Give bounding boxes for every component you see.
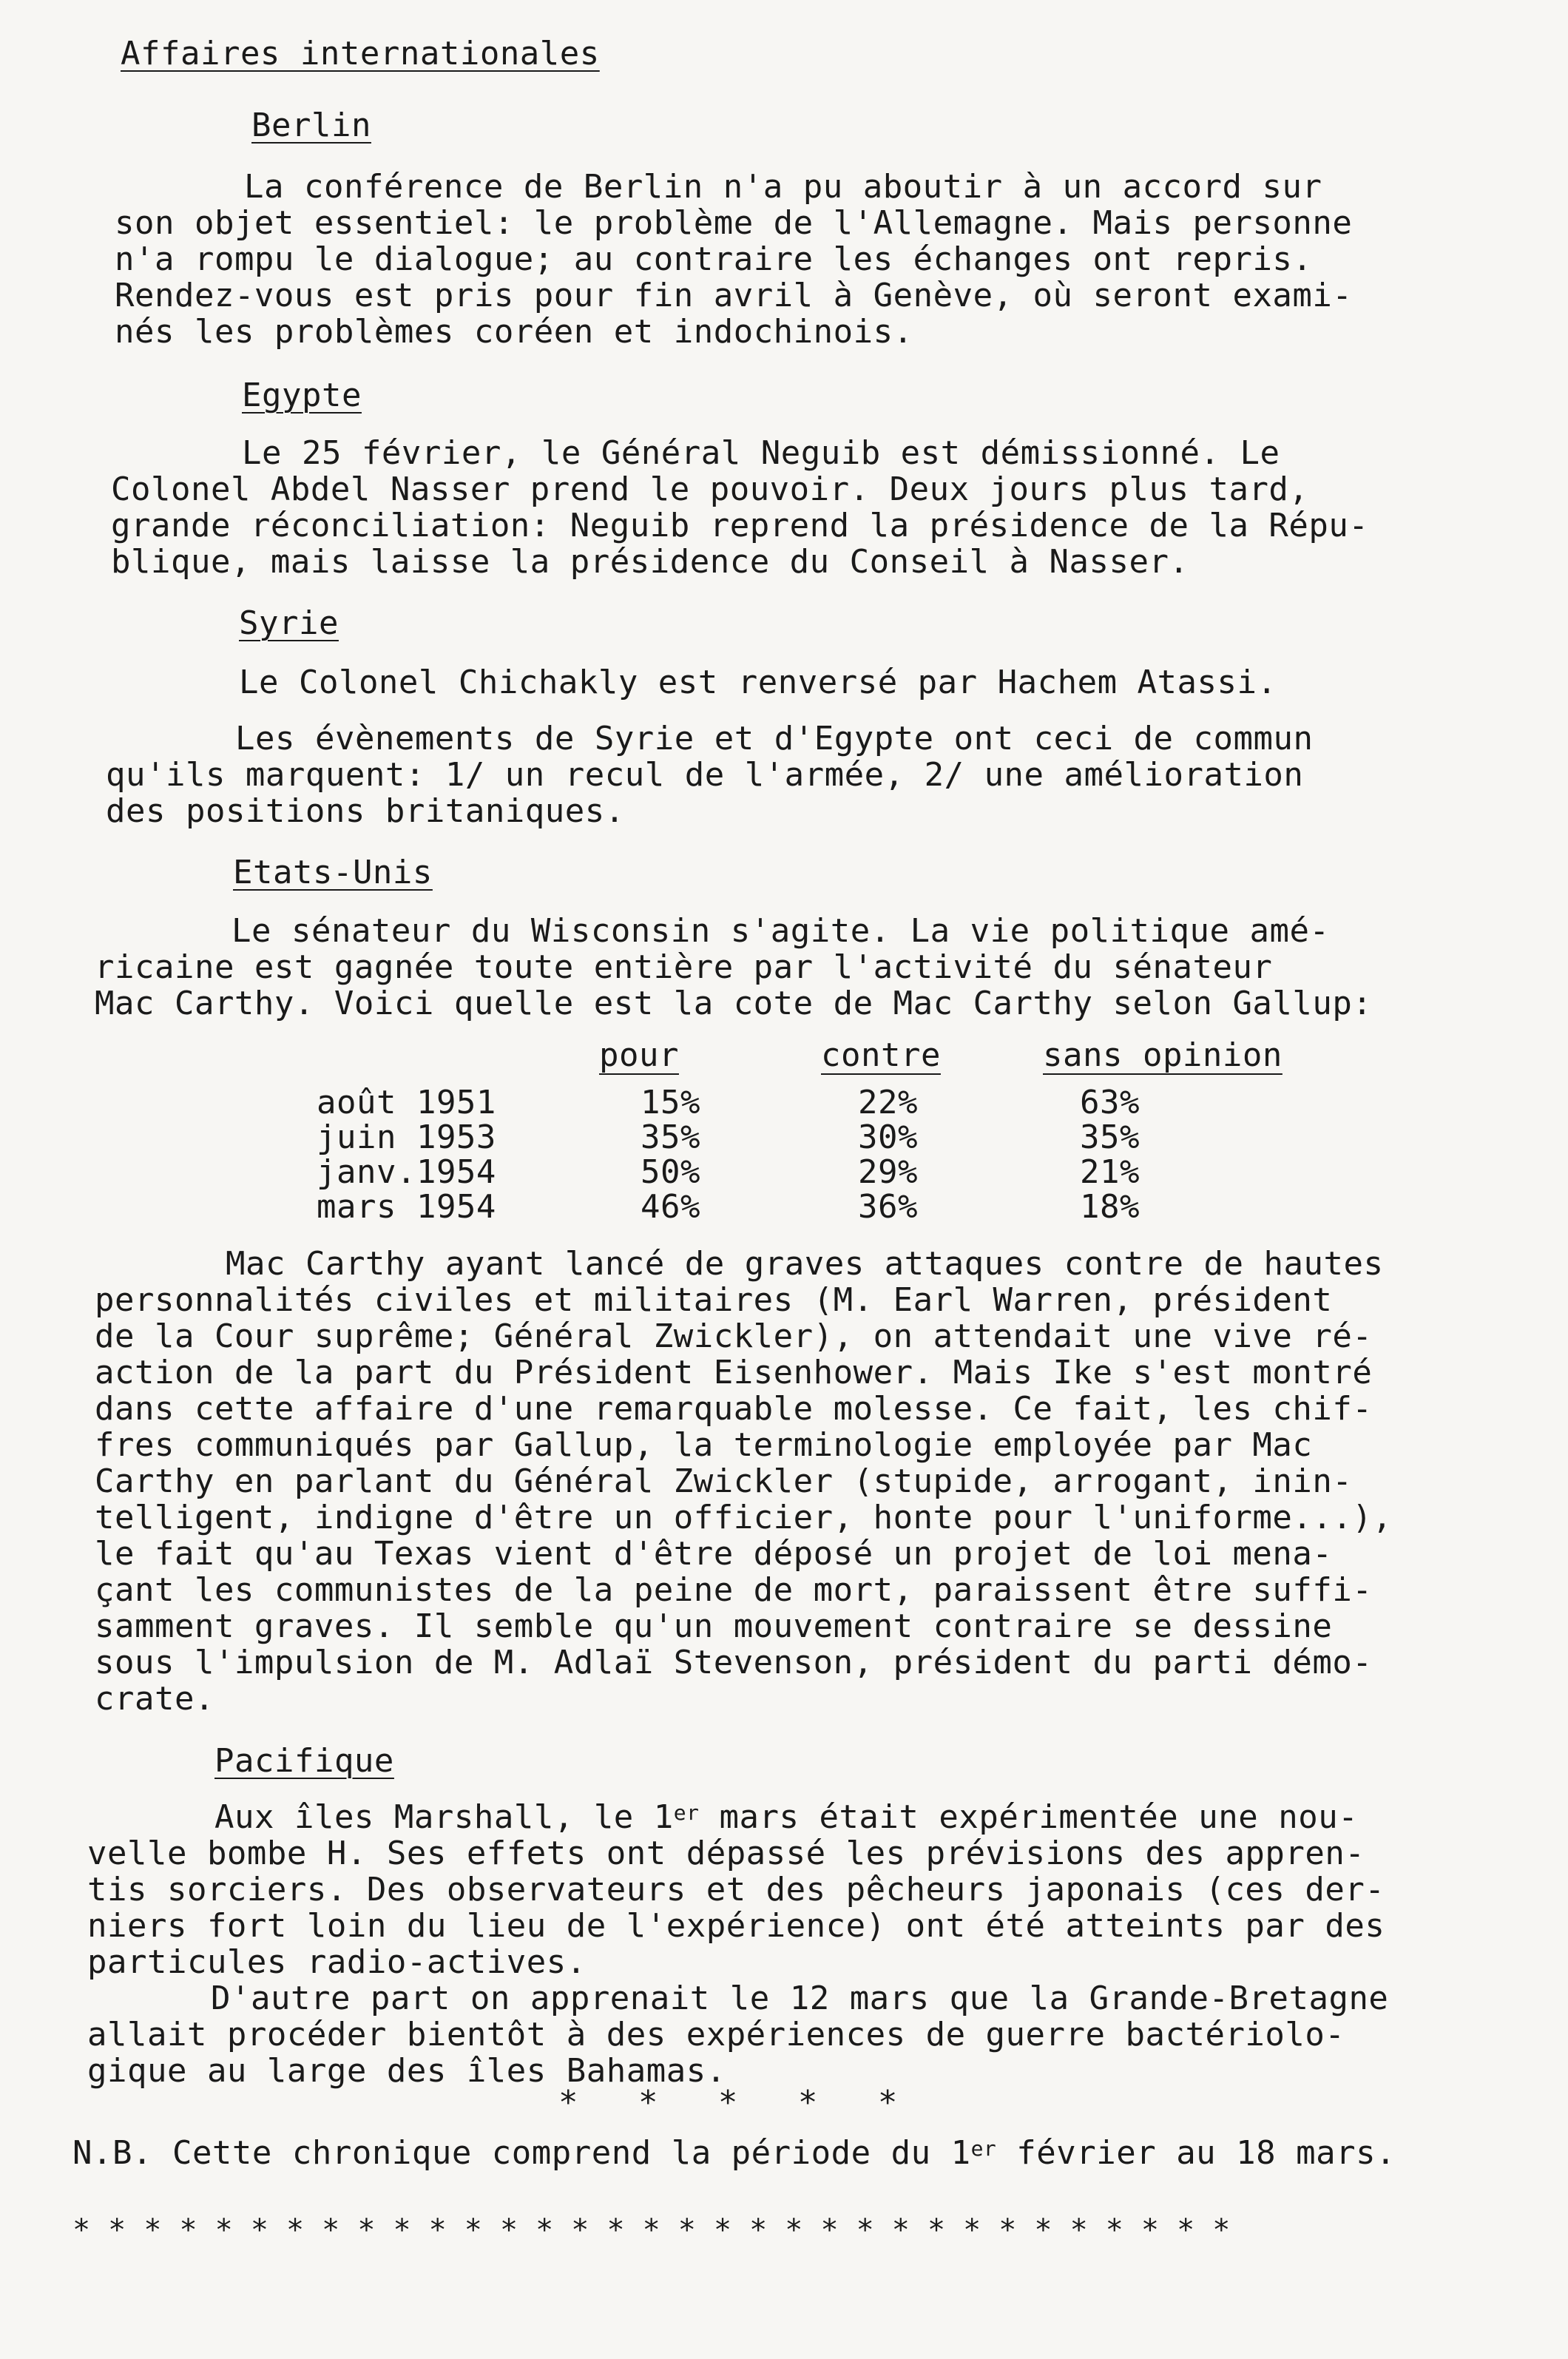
table-cell-date: juin 1953 [317, 1118, 496, 1156]
section-heading-egypte: Egypte [242, 377, 362, 414]
table-cell-sans-opinion: 18% [1080, 1188, 1140, 1226]
paragraph-line: D'autre part on apprenait le 12 mars que la Grande-Bretagne [211, 1980, 1389, 2017]
table-cell-contre: 30% [858, 1118, 918, 1156]
table-cell-pour: 15% [641, 1084, 700, 1121]
paragraph-line: samment graves. Il semble qu'un mouvement contraire se dessine [95, 1607, 1333, 1645]
table-cell-contre: 22% [858, 1084, 918, 1121]
table-header-contre: contre [821, 1036, 941, 1074]
paragraph-line: çant les communistes de la peine de mort, paraissent être suffi- [95, 1571, 1373, 1609]
paragraph-line: Les évènements de Syrie et d'Egypte ont ceci de commun [235, 720, 1314, 757]
paragraph-line: dans cette affaire d'une remarquable molesse. Ce fait, les chif- [95, 1390, 1373, 1428]
paragraph-line: particules radio-actives. [87, 1943, 587, 1981]
paragraph-line: Rendez-vous est pris pour fin avril à Genève, où seront exami- [115, 277, 1353, 314]
paragraph-line: qu'ils marquent: 1/ un recul de l'armée, 2/ une amélioration [106, 756, 1304, 794]
table-cell-pour: 35% [641, 1118, 700, 1156]
paragraph-line: des positions britaniques. [106, 792, 625, 830]
paragraph-line: blique, mais laisse la présidence du Conseil à Nasser. [111, 543, 1189, 581]
paragraph-line: sous l'impulsion de M. Adlaï Stevenson, président du parti démo- [95, 1644, 1373, 1681]
paragraph-line: allait procéder bientôt à des expériences de guerre bactériolo- [87, 2016, 1345, 2053]
line-text: N.B. Cette chronique comprend la période du 1 [72, 2134, 971, 2172]
superscript: er [970, 2136, 997, 2161]
paragraph-line: fres communiqués par Gallup, la terminologie employée par Mac [95, 1426, 1313, 1464]
table-cell-pour: 46% [641, 1188, 700, 1226]
table-cell-contre: 36% [858, 1188, 918, 1226]
paragraph-line: Le sénateur du Wisconsin s'agite. La vie politique amé- [232, 912, 1330, 950]
line-text: mars était expérimentée une nou- [699, 1798, 1359, 1836]
paragraph-line: Le Colonel Chichakly est renversé par Hachem Atassi. [239, 664, 1277, 701]
table-cell-date: janv.1954 [317, 1153, 496, 1191]
superscript: er [673, 1801, 700, 1825]
table-header-sans-opinion: sans opinion [1043, 1036, 1283, 1074]
paragraph-line: Mac Carthy. Voici quelle est la cote de Mac Carthy selon Gallup: [95, 985, 1373, 1022]
table-cell-pour: 50% [641, 1153, 700, 1191]
section-heading-etats-unis: Etats-Unis [233, 854, 433, 891]
line-text: février au 18 mars. [996, 2134, 1396, 2172]
section-heading-pacifique: Pacifique [214, 1742, 394, 1780]
paragraph-line: de la Cour suprême; Général Zwickler), on attendait une vive ré- [95, 1317, 1373, 1355]
paragraph-line: grande réconciliation: Neguib reprend la présidence de la Répu- [111, 507, 1369, 544]
paragraph-line: n'a rompu le dialogue; au contraire les échanges ont repris. [115, 240, 1313, 278]
separator-stars: * * * * * [558, 2084, 898, 2122]
table-header-pour: pour [599, 1036, 679, 1074]
paragraph-line: nés les problèmes coréen et indochinois. [115, 313, 913, 351]
paragraph-line: La conférence de Berlin n'a pu aboutir à un accord sur [244, 168, 1322, 206]
paragraph-line: velle bombe H. Ses effets ont dépassé les prévisions des appren- [87, 1835, 1365, 1872]
paragraph-line: tis sorciers. Des observateurs et des pêcheurs japonais (ces der- [87, 1871, 1385, 1909]
paragraph-line: crate. [95, 1680, 214, 1718]
paragraph-line: ricaine est gagnée toute entière par l'activité du sénateur [95, 948, 1273, 986]
table-cell-sans-opinion: 21% [1080, 1153, 1140, 1191]
paragraph-line: Mac Carthy ayant lancé de graves attaques contre de hautes [226, 1245, 1384, 1283]
paragraph-line: action de la part du Président Eisenhower. Mais Ike s'est montré [95, 1354, 1373, 1391]
paragraph-line: personnalités civiles et militaires (M. Earl Warren, président [95, 1281, 1333, 1319]
bottom-stars-divider: * * * * * * * * * * * * * * * * * * * * * * * * * * * * * * * * * [72, 2213, 1231, 2247]
section-heading-syrie: Syrie [239, 604, 339, 642]
section-heading-berlin: Berlin [251, 107, 371, 144]
footnote [72, 2135, 1396, 2172]
paragraph-line: gique au large des îles Bahamas. [87, 2052, 726, 2090]
line-text: Aux îles Marshall, le 1 [214, 1798, 674, 1836]
table-cell-contre: 29% [858, 1153, 918, 1191]
paragraph-line [214, 1799, 1358, 1836]
paragraph-line: telligent, indigne d'être un officier, honte pour l'uniforme...), [95, 1499, 1393, 1536]
paragraph-line: le fait qu'au Texas vient d'être déposé un projet de loi mena- [95, 1535, 1333, 1573]
table-cell-date: août 1951 [317, 1084, 496, 1121]
table-cell-sans-opinion: 63% [1080, 1084, 1140, 1121]
paragraph-line: niers fort loin du lieu de l'expérience) ont été atteints par des [87, 1907, 1385, 1945]
paragraph-line: Colonel Abdel Nasser prend le pouvoir. Deux jours plus tard, [111, 470, 1309, 508]
table-cell-sans-opinion: 35% [1080, 1118, 1140, 1156]
paragraph-line: Carthy en parlant du Général Zwickler (stupide, arrogant, inin- [95, 1462, 1353, 1500]
document-title: Affaires internationales [121, 35, 600, 72]
paragraph-line: Le 25 février, le Général Neguib est démissionné. Le [242, 434, 1280, 472]
paragraph-line: son objet essentiel: le problème de l'Allemagne. Mais personne [115, 204, 1353, 242]
table-cell-date: mars 1954 [317, 1188, 496, 1226]
